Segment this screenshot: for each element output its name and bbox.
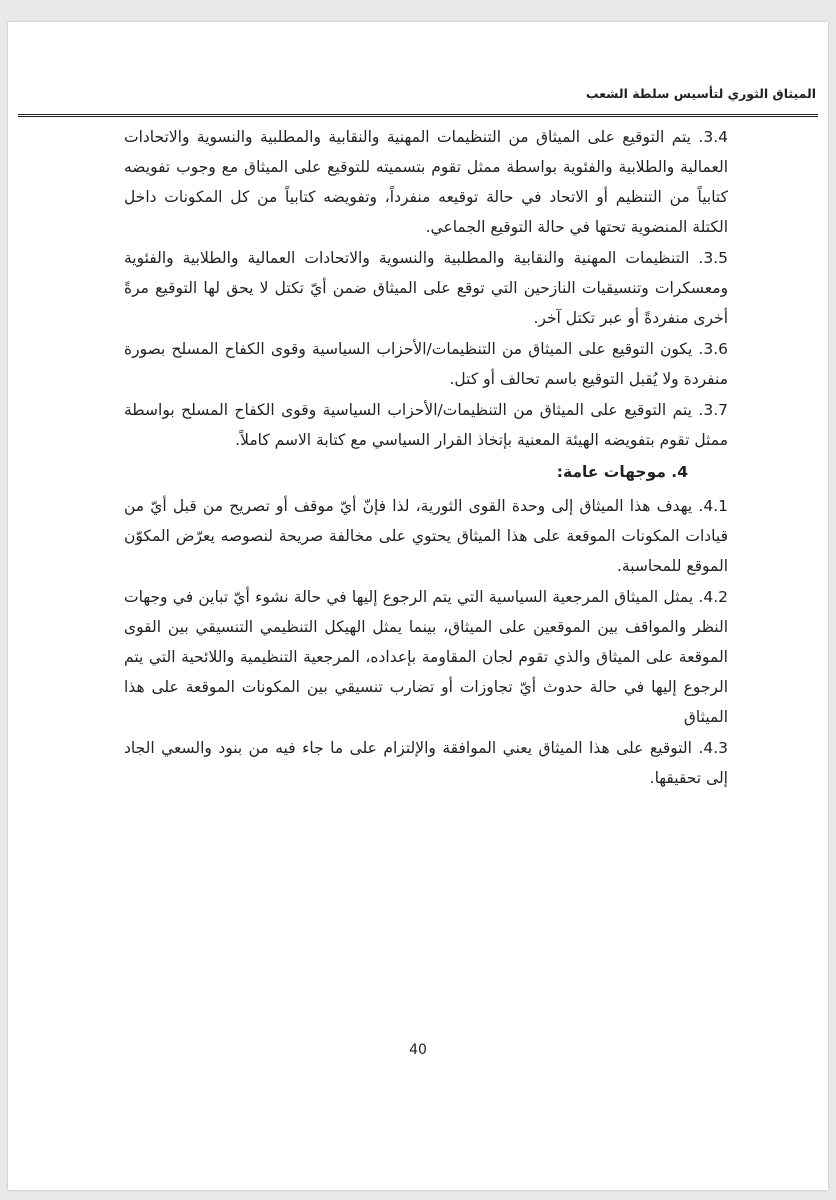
paragraph-text: التنظيمات المهنية والنقابية والمطلبية والنسوية والاتحادات العمالية والطلابية والفئوية ومعسكرات وتنسيقيات النازحين التي توقع على الميثاق ضمن أيّ تكتل لا يحق لها التوقيع مرةً أخرى منفردةً أو عبر تكتل آخر. — [124, 249, 728, 327]
paragraph-number: 4.3 — [703, 739, 728, 757]
paragraph-text: يتم التوقيع على الميثاق من التنظيمات/الأحزاب السياسية وقوى الكفاح المسلح بواسطة ممثل تقوم بتفويضه الهيئة المعنية بإتخاذ القرار السياسي مع كتابة الاسم كاملاً. — [124, 401, 728, 449]
document-page — [8, 22, 828, 1190]
paragraph-4-2: 4.2. يمثل الميثاق المرجعية السياسية التي يتم الرجوع إليها في حالة نشوء أيّ تباين في وجهات النظر والمواقف بين الموقعين على الميثاق، بينما يمثل الهيكل التنظيمي التنسيقي بين القوى الموقعة على الميثاق والذي تقوم لجان المقاومة بإعداده، المرجعية التنظيمية واللائحية التي يتم الرجوع إليها في حالة حدوث أيّ تجاوزات أو تضارب تنسيقي بين المكونات الموقعة على هذا الميثاق — [124, 588, 728, 726]
paragraph-text: يمثل الميثاق المرجعية السياسية التي يتم الرجوع إليها في حالة نشوء أيّ تباين في وجهات النظر والمواقف بين الموقعين على الميثاق، بينما يمثل الهيكل التنظيمي التنسيقي بين القوى الموقعة على الميثاق والذي تقوم لجان المقاومة بإعداده، المرجعية التنظيمية واللائحية التي يتم الرجوع إليها في حالة حدوث أيّ تجاوزات أو تضارب تنسيقي بين المكونات الموقعة على هذا الميثاق — [124, 588, 728, 726]
paragraph-4-3: 4.3. التوقيع على هذا الميثاق يعني الموافقة والإلتزام على ما جاء فيه من بنود والسعي الجاد إلى تحقيقها. — [124, 739, 728, 787]
paragraph-3-7: 3.7. يتم التوقيع على الميثاق من التنظيمات/الأحزاب السياسية وقوى الكفاح المسلح بواسطة ممثل تقوم بتفويضه الهيئة المعنية بإتخاذ القرار السياسي مع كتابة الاسم كاملاً. — [124, 401, 728, 449]
paragraph-4-1: 4.1. يهدف هذا الميثاق إلى وحدة القوى الثورية، لذا فإنّ أيّ موقف أو تصريح من قبل أيّ من قيادات المكونات الموقعة على هذا الميثاق يحتوي على مخالفة صريحة لنصوصه يعرّض المكوّن الموقع للمحاسبة. — [124, 497, 729, 575]
paragraph-text: يهدف هذا الميثاق إلى وحدة القوى الثورية، لذا فإنّ أيّ موقف أو تصريح من قبل أيّ من قيادات المكونات الموقعة على هذا الميثاق يحتوي على مخالفة صريحة لنصوصه يعرّض المكوّن الموقع للمحاسبة. — [124, 497, 728, 575]
paragraph-3-5: 3.5. التنظيمات المهنية والنقابية والمطلبية والنسوية والاتحادات العمالية والطلابية والفئوية ومعسكرات وتنسيقيات النازحين التي توقع على الميثاق ضمن أيّ تكتل لا يحق لها التوقيع مرةً أخرى منفردةً أو عبر تكتل آخر. — [124, 249, 728, 327]
paragraph-3-4: 3.4. يتم التوقيع على الميثاق من التنظيمات المهنية والنقابية والمطلبية والنسوية والاتحادات العمالية والطلابية والفئوية بواسطة ممثل تقوم بتسميته للتوقيع على الميثاق مع وجوب تفويضه كتابياً من التنظيم أو الاتحاد في حالة توقيعه منفرداً، وتفويضه كتابياً من كل المكونات داخل الكتلة المنضوية تحتها في حالة التوقيع الجماعي. — [124, 128, 728, 236]
paragraph-number: 3.7 — [703, 401, 728, 419]
paragraph-number: 4.2 — [703, 588, 728, 606]
paragraph-3-6: 3.6. يكون التوقيع على الميثاق من التنظيمات/الأحزاب السياسية وقوى الكفاح المسلح بصورة منفردة ولا يُقبل التوقيع باسم تحالف أو كتل. — [124, 340, 728, 388]
page-body — [124, 122, 728, 793]
paragraph-number: 3.6 — [703, 340, 728, 358]
section-heading: 4. موجهات عامة: — [556, 463, 688, 481]
paragraph-text: يتم التوقيع على الميثاق من التنظيمات المهنية والنقابية والمطلبية والنسوية والاتحادات العمالية والطلابية والفئوية بواسطة ممثل تقوم بتسميته للتوقيع على الميثاق مع وجوب تفويضه كتابياً من التنظيم أو الاتحاد في حالة توقيعه منفرداً، وتفويضه كتابياً من كل المكونات داخل الكتلة المنضوية تحتها في حالة التوقيع الجماعي. — [124, 128, 728, 236]
paragraph-text: التوقيع على هذا الميثاق يعني الموافقة والإلتزام على ما جاء فيه من بنود والسعي الجاد إلى تحقيقها. — [124, 739, 728, 787]
page-number: 40 — [409, 1042, 427, 1058]
paragraph-text: يكون التوقيع على الميثاق من التنظيمات/الأحزاب السياسية وقوى الكفاح المسلح بصورة منفردة ولا يُقبل التوقيع باسم تحالف أو كتل. — [124, 340, 728, 388]
header-title: الميثاق الثوري لتأسيس سلطة الشعب — [585, 86, 816, 101]
paragraph-number: 4.1 — [703, 497, 729, 515]
running-header — [18, 84, 818, 117]
paragraph-number: 3.5 — [703, 249, 728, 267]
paragraph-number: 3.4 — [703, 128, 728, 146]
